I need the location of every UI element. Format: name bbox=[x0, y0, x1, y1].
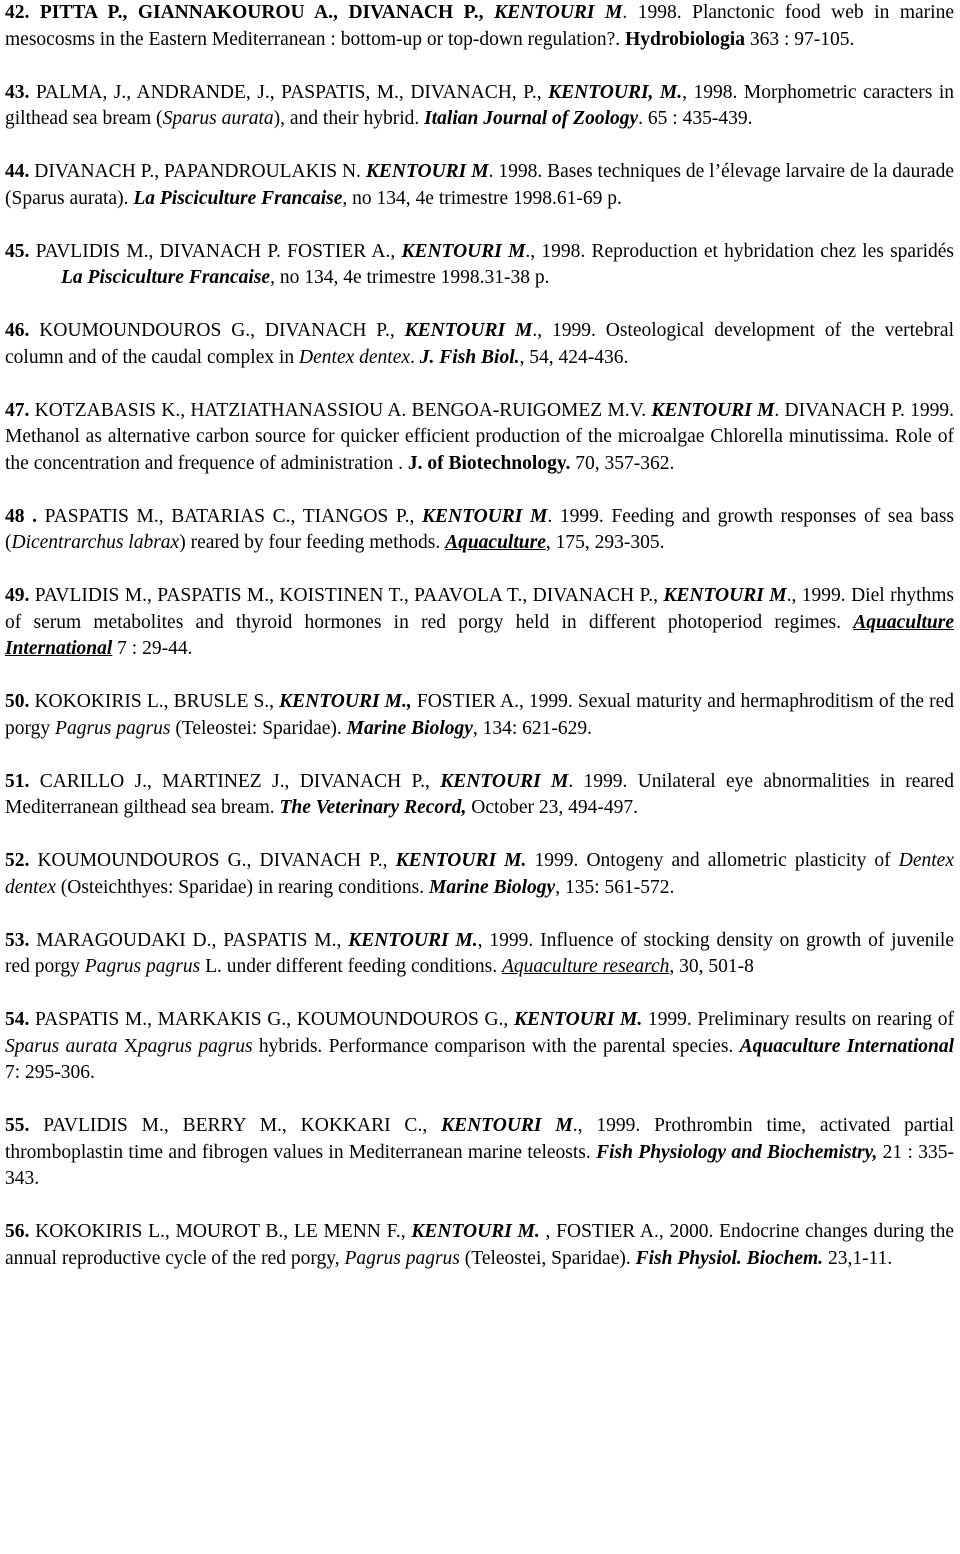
reference-entry bbox=[5, 848, 954, 901]
reference-number: 56. bbox=[5, 1221, 30, 1242]
reference-text: , no 134, 4e trimestre 1998.31-38 p. bbox=[270, 267, 550, 288]
reference-text: 1999. Preliminary results on rearing of bbox=[642, 1009, 954, 1030]
reference-text: Aquaculture International bbox=[739, 1035, 954, 1057]
reference-text: ., 1999. Prothrombin time, activated partial thromboplastin time and fibrogen values in Mediterranean marine teleosts. bbox=[5, 1115, 954, 1163]
reference-text: . 65 : 435-439. bbox=[638, 108, 753, 129]
reference-text: ., 1998. Reproduction et hybridation chez les sparidés bbox=[525, 240, 954, 262]
reference-text: KENTOURI M bbox=[365, 161, 489, 182]
reference-entry bbox=[5, 318, 954, 371]
reference-entry bbox=[5, 0, 954, 53]
reference-text: , 1998. Morphometric caracters in gilthead sea bream ( bbox=[5, 81, 954, 129]
reference-entry bbox=[5, 689, 954, 742]
reference-text: DIVANACH P., PAPANDROULAKIS N. bbox=[29, 161, 366, 182]
reference-text: L. under different feeding conditions. bbox=[200, 956, 503, 977]
reference-entry bbox=[5, 769, 954, 822]
reference-text: 7: 295-306. bbox=[5, 1062, 95, 1083]
reference-entry bbox=[5, 80, 954, 133]
reference-text: Dentex dentex bbox=[5, 850, 954, 898]
reference-text: 363 : 97-105. bbox=[744, 28, 855, 50]
reference-number: 43. bbox=[5, 81, 30, 103]
reference-text: (Teleostei: Sparidae). bbox=[170, 717, 347, 739]
reference-number: 53. bbox=[5, 929, 30, 951]
reference-entry bbox=[5, 583, 954, 663]
reference-text: CARILLO J., MARTINEZ J., DIVANACH P., bbox=[29, 770, 441, 792]
reference-text: KENTOURI M bbox=[663, 585, 787, 606]
reference-text: Italian Journal of Zoology bbox=[424, 108, 639, 129]
reference-number: 50. bbox=[5, 691, 30, 712]
reference-text: X bbox=[117, 1035, 138, 1057]
reference-text: (Teleostei, Sparidae). bbox=[459, 1247, 636, 1269]
reference-text: pagrus pagrus bbox=[137, 1035, 253, 1057]
reference-text: . 1998. Bases techniques de l’élevage larvaire de la daurade (Sparus aurata). bbox=[5, 161, 954, 209]
reference-number: 47. bbox=[5, 399, 30, 421]
reference-text: Hydrobiologia bbox=[625, 28, 745, 50]
reference-entry bbox=[5, 1113, 954, 1193]
reference-text: ., 1999. Osteological development of the vertebral column and of the caudal complex in bbox=[5, 320, 954, 368]
reference-text: , 1999. Influence of stocking density on growth of juvenile red porgy bbox=[5, 929, 954, 977]
reference-text: Dicentrarchus labrax bbox=[11, 532, 180, 553]
reference-text: PAVLIDIS M., BERRY M., KOKKARI C., bbox=[29, 1115, 442, 1136]
reference-text: KOTZABASIS K., HATZIATHANASSIOU A. BENGOA-RUIGOMEZ M.V. bbox=[29, 399, 652, 421]
reference-text: MARAGOUDAKI D., PASPATIS M., bbox=[29, 929, 349, 951]
reference-text: 1999. Ontogeny and allometric plasticity of bbox=[526, 850, 899, 871]
reference-text: 21 : 335-343. bbox=[5, 1141, 954, 1189]
reference-text: KOUMOUNDOUROS G., DIVANACH P., bbox=[29, 320, 405, 341]
reference-text: Aquaculture International bbox=[5, 611, 954, 659]
reference-text: 7 : 29-44. bbox=[112, 638, 193, 659]
reference-number: 51. bbox=[5, 770, 30, 792]
reference-text: KENTOURI M bbox=[404, 320, 533, 341]
reference-text: KENTOURI M bbox=[441, 1115, 573, 1136]
reference-text: Pagrus pagrus bbox=[55, 717, 171, 739]
reference-text: PALMA, J., ANDRANDE, J., PASPATIS, M., DIVANACH, P., bbox=[29, 81, 549, 103]
reference-text: KOUMOUNDOUROS G., DIVANACH P., bbox=[29, 850, 396, 871]
reference-entry bbox=[5, 928, 954, 981]
reference-text: Dentex dentex bbox=[299, 346, 411, 368]
reference-text: . 1999. Feeding and growth responses of sea bass ( bbox=[5, 505, 954, 553]
reference-text: KOKOKIRIS L., MOUROT B., LE MENN F., bbox=[29, 1221, 412, 1242]
reference-number: 42. bbox=[5, 2, 30, 23]
reference-number: 52. bbox=[5, 850, 30, 871]
reference-text: KENTOURI M bbox=[401, 240, 526, 262]
reference-text: KOKOKIRIS L., BRUSLE S., bbox=[29, 691, 280, 712]
reference-number: 46. bbox=[5, 320, 30, 341]
reference-text: hybrids. Performance comparison with the parental species. bbox=[252, 1035, 740, 1057]
reference-text: 23,1-11. bbox=[823, 1247, 893, 1269]
reference-entry bbox=[5, 159, 954, 212]
reference-number: 54. bbox=[5, 1009, 30, 1030]
reference-text: KENTOURI M bbox=[440, 770, 569, 792]
reference-text: (Osteichthyes: Sparidae) in rearing conditions. bbox=[55, 876, 429, 898]
reference-text: KENTOURI M bbox=[494, 2, 623, 23]
reference-entry bbox=[5, 1007, 954, 1087]
reference-text: The Veterinary Record, bbox=[279, 797, 467, 818]
reference-text: La Pisciculture Francaise bbox=[61, 267, 271, 288]
reference-number: 45. bbox=[5, 240, 30, 262]
reference-text: . DIVANACH P. 1999. Methanol as alternative carbon source for quicker efficient production of the microalgae Chlorella minutissima. Role of the concentration and frequence of administration . bbox=[5, 399, 954, 474]
reference-text: Aquaculture research bbox=[502, 956, 670, 977]
reference-text: La Pisciculture Francaise bbox=[133, 187, 343, 209]
reference-text: Pagrus pagrus bbox=[84, 956, 201, 977]
reference-text: KENTOURI M., bbox=[279, 691, 412, 712]
reference-text: , 30, 501-8 bbox=[669, 956, 754, 977]
reference-text: Aquaculture bbox=[445, 532, 546, 553]
reference-text: Pagrus pagrus bbox=[344, 1247, 460, 1269]
reference-text: , 135: 561-572. bbox=[555, 876, 675, 898]
reference-text: Sparus aurata bbox=[162, 108, 274, 129]
reference-entry bbox=[5, 398, 954, 478]
reference-text: , 134: 621-629. bbox=[472, 717, 593, 739]
reference-entry bbox=[5, 504, 954, 557]
reference-number: 55. bbox=[5, 1115, 30, 1136]
reference-text: KENTOURI M bbox=[421, 505, 548, 527]
reference-text: J. of Biotechnology. bbox=[407, 452, 571, 474]
reference-text: Marine Biology bbox=[346, 717, 473, 739]
reference-text: KENTOURI M. bbox=[513, 1009, 643, 1030]
reference-text: Marine Biology bbox=[429, 876, 556, 898]
reference-text: PITTA P., GIANNAKOUROU A., DIVANACH P., bbox=[29, 2, 495, 23]
reference-text: 70, 357-362. bbox=[570, 452, 675, 474]
reference-entry bbox=[5, 1219, 954, 1272]
reference-text: KENTOURI M. bbox=[348, 929, 478, 951]
reference-entry bbox=[5, 239, 954, 292]
reference-text: , 175, 293-305. bbox=[545, 532, 665, 553]
reference-text: FOSTIER A., 1999. Sexual maturity and hermaphroditism of the red porgy bbox=[5, 691, 954, 739]
reference-text: . 1999. Unilateral eye abnormalities in reared Mediterranean gilthead sea bream. bbox=[5, 770, 955, 818]
reference-text: October 23, 494-497. bbox=[466, 797, 639, 818]
reference-text: , no 134, 4e trimestre 1998.61-69 p. bbox=[342, 187, 622, 209]
reference-text: . bbox=[410, 346, 420, 368]
reference-text: ., 1999. Diel rhythms of serum metabolites and thyroid hormones in red porgy held in different photoperiod regimes. bbox=[5, 585, 954, 633]
reference-text: KENTOURI M bbox=[651, 399, 775, 421]
reference-text: ), and their hybrid. bbox=[273, 108, 425, 129]
reference-number: 49. bbox=[5, 585, 30, 606]
reference-text: , 54, 424-436. bbox=[519, 346, 629, 368]
reference-text: J. Fish Biol. bbox=[419, 346, 520, 368]
reference-text: PAVLIDIS M., DIVANACH P. FOSTIER A., bbox=[29, 240, 402, 262]
reference-text: Fish Physiology and Biochemistry, bbox=[596, 1141, 878, 1163]
reference-text: KENTOURI M. bbox=[411, 1221, 540, 1242]
reference-text: KENTOURI, M. bbox=[548, 81, 683, 103]
reference-text: ) reared by four feeding methods. bbox=[179, 532, 446, 553]
reference-text: PASPATIS M., MARKAKIS G., KOUMOUNDOUROS G., bbox=[29, 1009, 514, 1030]
reference-number: 44. bbox=[5, 161, 30, 182]
reference-text: . 1998. Planctonic food web in marine mesocosms in the Eastern Mediterranean : bottom-up or top-down regulation?. bbox=[5, 2, 954, 50]
reference-text: PAVLIDIS M., PASPATIS M., KOISTINEN T., PAAVOLA T., DIVANACH P., bbox=[29, 585, 664, 606]
reference-number: 48 . bbox=[5, 505, 38, 527]
reference-text: PASPATIS M., BATARIAS C., TIANGOS P., bbox=[37, 505, 422, 527]
reference-text: KENTOURI M. bbox=[395, 850, 527, 871]
reference-text: , FOSTIER A., 2000. Endocrine changes during the annual reproductive cycle of the red porgy, bbox=[5, 1221, 954, 1269]
reference-text: Sparus aurata bbox=[5, 1035, 118, 1057]
reference-text: Fish Physiol. Biochem. bbox=[635, 1247, 824, 1269]
